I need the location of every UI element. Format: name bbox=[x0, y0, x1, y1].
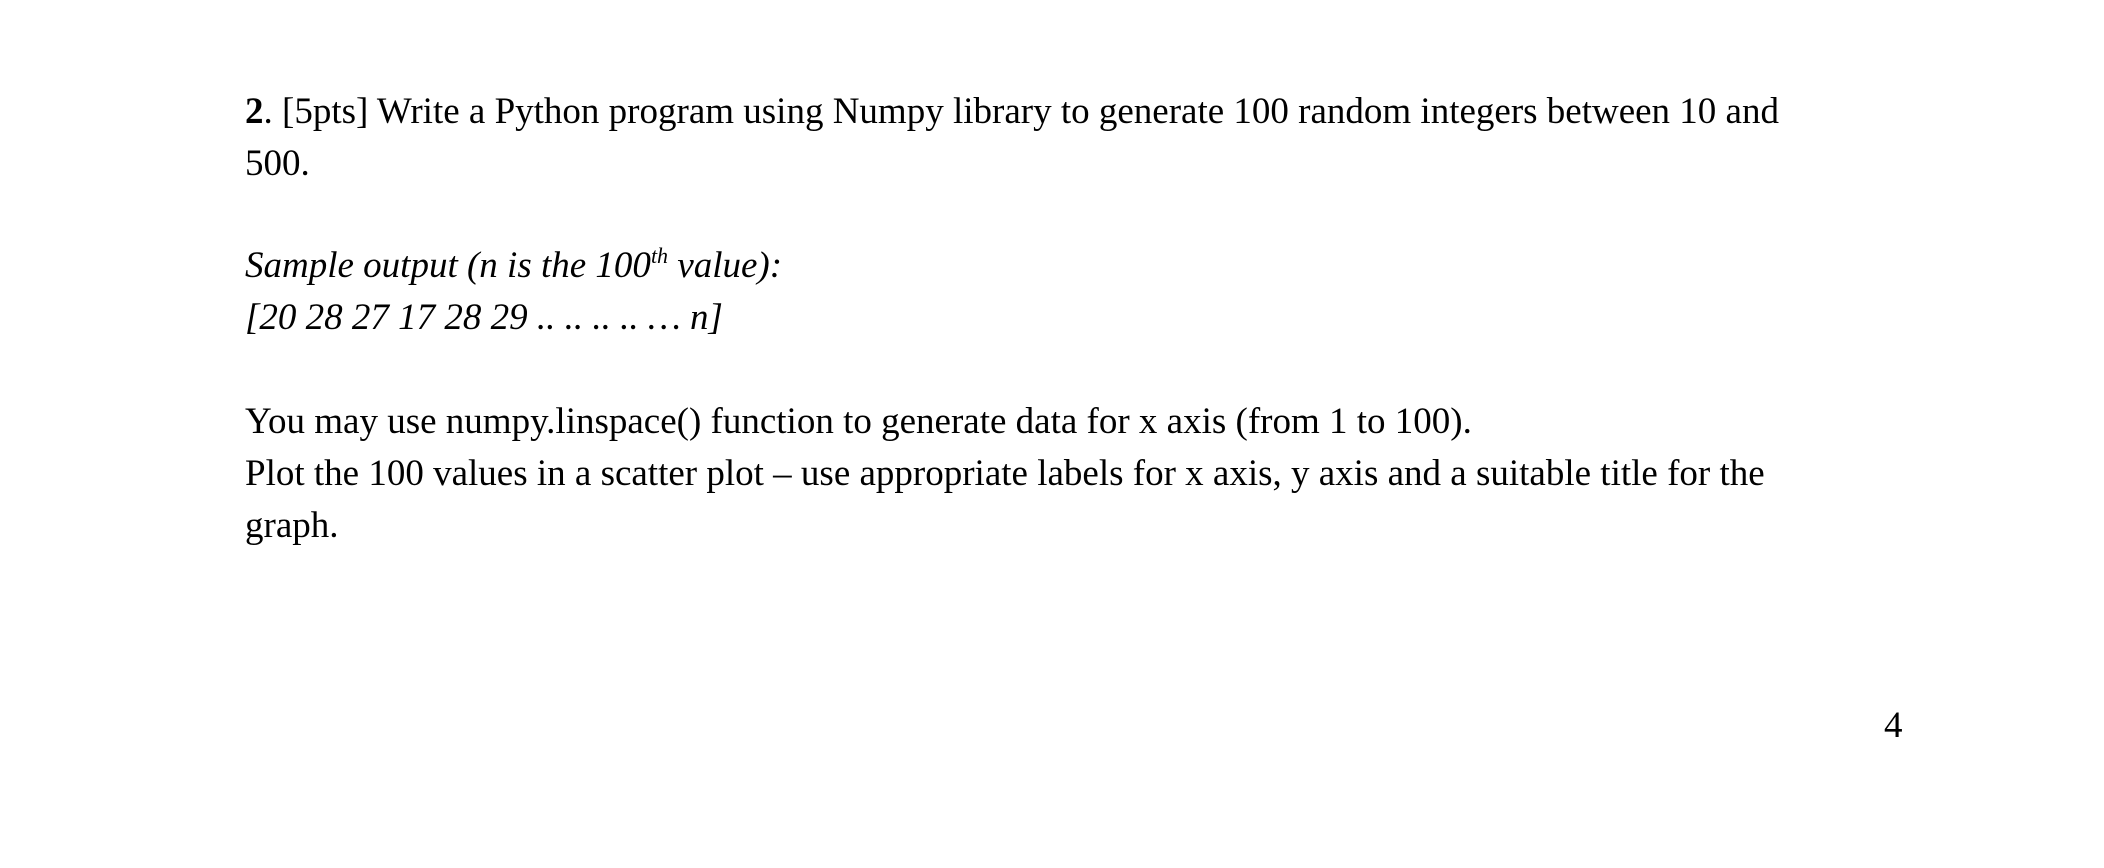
sample-output-value: [20 28 27 17 28 29 .. .. .. .. … n] bbox=[245, 297, 723, 338]
instruction-line-3: graph. bbox=[245, 505, 339, 546]
instructions-block bbox=[245, 396, 1885, 552]
sample-label-superscript: th bbox=[650, 243, 669, 268]
sample-output-label bbox=[245, 240, 1885, 292]
page-number: 4 bbox=[1884, 705, 1903, 746]
sample-label-prefix: Sample output (n is the 100 bbox=[245, 245, 651, 286]
question-text: . [5pts] Write a Python program using Numpy library to generate 100 random integers between 10 and bbox=[263, 91, 1779, 132]
sample-label-suffix: value): bbox=[668, 245, 783, 286]
question-block bbox=[245, 86, 1885, 190]
instruction-line-1: You may use numpy.linspace() function to generate data for x axis (from 1 to 100). bbox=[245, 401, 1472, 442]
question-line-2: 500. bbox=[245, 143, 310, 184]
sample-output-block bbox=[245, 240, 1885, 344]
instruction-line-2: Plot the 100 values in a scatter plot – use appropriate labels for x axis, y axis and a suitable title for the bbox=[245, 453, 1765, 494]
question-line-1 bbox=[245, 86, 1885, 138]
question-number: 2 bbox=[245, 91, 264, 132]
